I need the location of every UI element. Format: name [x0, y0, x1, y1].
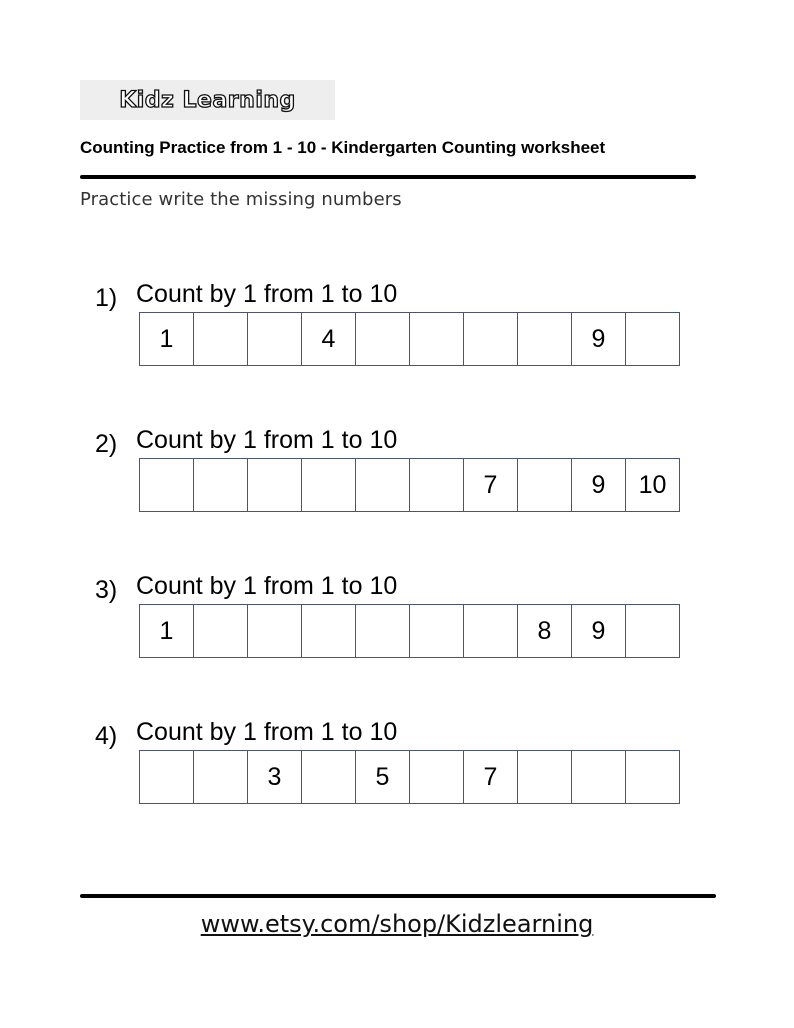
- worksheet-instructions: Practice write the missing numbers: [80, 189, 402, 210]
- blank-number-box[interactable]: [248, 458, 302, 512]
- blank-number-box[interactable]: [302, 750, 356, 804]
- blank-number-box[interactable]: [626, 750, 680, 804]
- number-box-row: [139, 750, 680, 804]
- blank-number-box[interactable]: [410, 750, 464, 804]
- given-number-box: 4: [302, 312, 356, 366]
- blank-number-box[interactable]: [140, 750, 194, 804]
- given-number-box: 7: [464, 750, 518, 804]
- blank-number-box[interactable]: [194, 604, 248, 658]
- exercise-label: Count by 1 from 1 to 10: [136, 280, 398, 308]
- blank-number-box[interactable]: [518, 458, 572, 512]
- bottom-divider: [80, 894, 716, 898]
- number-box-row: [139, 458, 680, 512]
- given-number-box: 1: [140, 604, 194, 658]
- blank-number-box[interactable]: [410, 458, 464, 512]
- blank-number-box[interactable]: [572, 750, 626, 804]
- blank-number-box[interactable]: [356, 458, 410, 512]
- blank-number-box[interactable]: [518, 750, 572, 804]
- given-number-box: 8: [518, 604, 572, 658]
- exercise-label: Count by 1 from 1 to 10: [136, 426, 398, 454]
- blank-number-box[interactable]: [356, 604, 410, 658]
- exercise-number: 4): [95, 722, 118, 750]
- blank-number-box[interactable]: [464, 604, 518, 658]
- given-number-box: 7: [464, 458, 518, 512]
- blank-number-box[interactable]: [626, 312, 680, 366]
- blank-number-box[interactable]: [194, 750, 248, 804]
- blank-number-box[interactable]: [302, 458, 356, 512]
- given-number-box: 5: [356, 750, 410, 804]
- given-number-box: 9: [572, 458, 626, 512]
- blank-number-box[interactable]: [140, 458, 194, 512]
- blank-number-box[interactable]: [464, 312, 518, 366]
- logo-text: Kidz Learning: [119, 87, 296, 113]
- number-box-row: [139, 312, 680, 366]
- top-divider: [80, 175, 696, 179]
- exercise-label: Count by 1 from 1 to 10: [136, 718, 398, 746]
- blank-number-box[interactable]: [626, 604, 680, 658]
- blank-number-box[interactable]: [194, 458, 248, 512]
- given-number-box: 9: [572, 312, 626, 366]
- exercise-number: 2): [95, 430, 118, 458]
- blank-number-box[interactable]: [248, 312, 302, 366]
- blank-number-box[interactable]: [248, 604, 302, 658]
- worksheet-title: Counting Practice from 1 - 10 - Kindergarten Counting worksheet: [80, 138, 606, 157]
- shop-link[interactable]: www.etsy.com/shop/Kidzlearning: [200, 910, 594, 938]
- exercise-number: 1): [95, 284, 118, 312]
- logo: [80, 80, 335, 120]
- blank-number-box[interactable]: [518, 312, 572, 366]
- blank-number-box[interactable]: [410, 604, 464, 658]
- number-box-row: [139, 604, 680, 658]
- blank-number-box[interactable]: [194, 312, 248, 366]
- exercise-label: Count by 1 from 1 to 10: [136, 572, 398, 600]
- exercise-number: 3): [95, 576, 118, 604]
- given-number-box: 10: [626, 458, 680, 512]
- given-number-box: 1: [140, 312, 194, 366]
- blank-number-box[interactable]: [410, 312, 464, 366]
- blank-number-box[interactable]: [356, 312, 410, 366]
- given-number-box: 3: [248, 750, 302, 804]
- blank-number-box[interactable]: [302, 604, 356, 658]
- given-number-box: 9: [572, 604, 626, 658]
